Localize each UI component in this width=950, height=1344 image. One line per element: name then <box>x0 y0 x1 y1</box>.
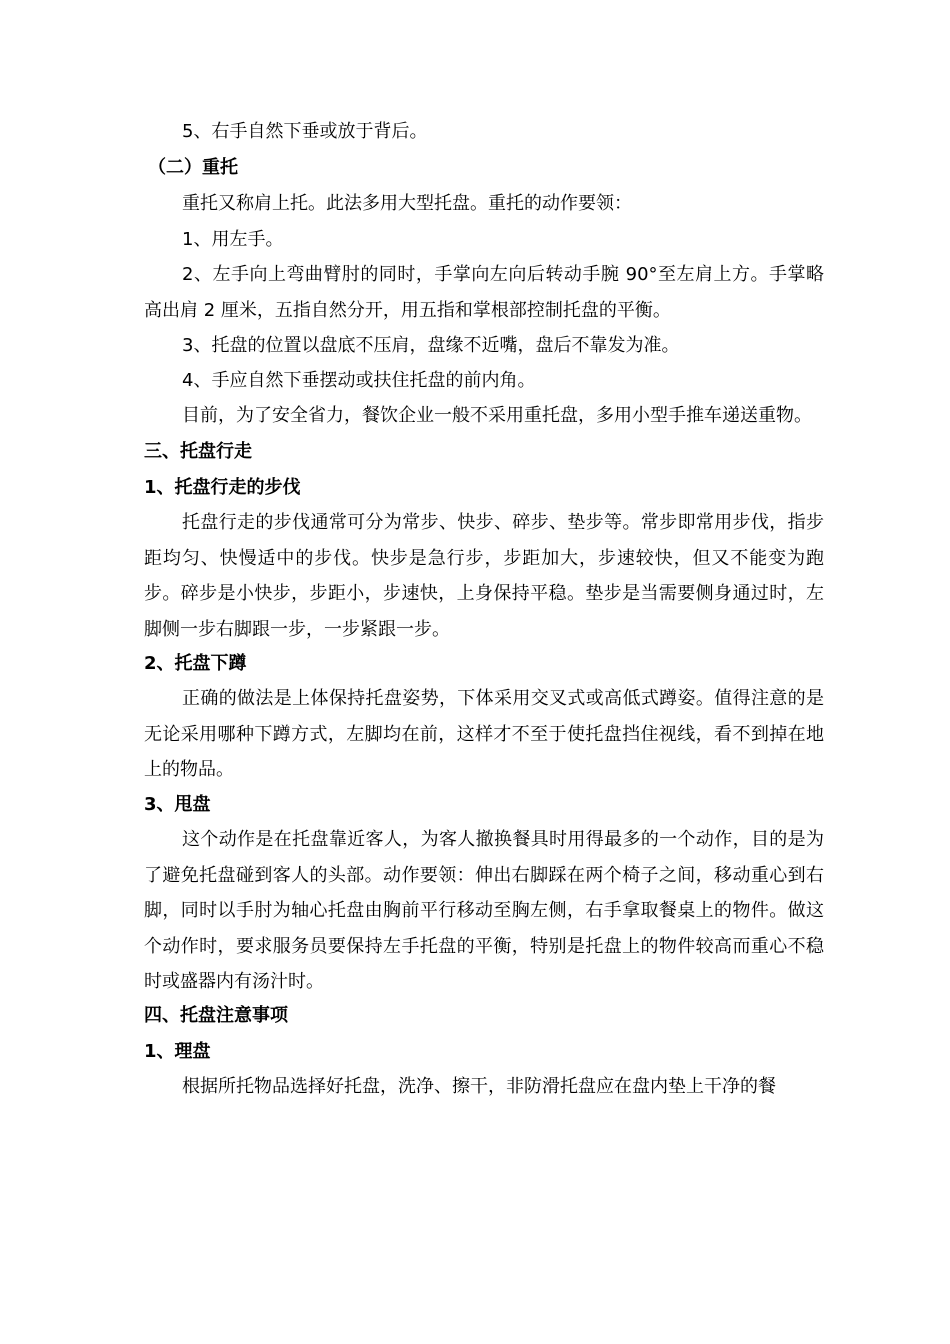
paragraph: 5、右手自然下垂或放于背后。 <box>182 121 428 142</box>
paragraph: 3、托盘的位置以盘底不压肩，盘缘不近嘴，盘后不靠发为准。 <box>182 335 680 356</box>
paragraph: 根据所托物品选择好托盘，洗净、擦干，非防滑托盘应在盘内垫上干净的餐 <box>182 1076 776 1097</box>
section-heading: （二）重托 <box>148 157 238 178</box>
paragraph: 正确的做法是上体保持托盘姿势，下体采用交叉式或高低式蹲姿。值得注意的是无论采用哪种下蹲方式，左脚均在前，这样才不至于使托盘挡住视线，看不到掉在地上的物品。 <box>144 688 824 780</box>
paragraph: 目前，为了安全省力，餐饮企业一般不采用重托盘，多用小型手推车递送重物。 <box>182 405 812 426</box>
paragraph: 2、左手向上弯曲臂肘的同时，手掌向左向后转动手腕 90°至左肩上方。手掌略高出肩 2 厘米，五指自然分开，用五指和掌根部控制托盘的平衡。 <box>144 264 824 321</box>
section-heading: 三、托盘行走 <box>144 441 252 462</box>
paragraph: 4、手应自然下垂摆动或扶住托盘的前内角。 <box>182 370 536 391</box>
subsection-heading: 3、甩盘 <box>144 794 211 815</box>
paragraph: 托盘行走的步伐通常可分为常步、快步、碎步、垫步等。常步即常用步伐，指步距均匀、快慢适中的步伐。快步是急行步，步距加大，步速较快，但又不能变为跑步。碎步是小快步，步距小，步速快，上身保持平稳。垫步是当需要侧身通过时，左脚侧一步右脚跟一步，一步紧跟一步。 <box>144 512 824 640</box>
subsection-heading: 1、理盘 <box>144 1041 211 1062</box>
subsection-heading: 2、托盘下蹲 <box>144 653 247 674</box>
section-heading: 四、托盘注意事项 <box>144 1005 288 1026</box>
subsection-heading: 1、托盘行走的步伐 <box>144 477 301 498</box>
paragraph: 1、用左手。 <box>182 229 284 250</box>
paragraph: 这个动作是在托盘靠近客人，为客人撤换餐具时用得最多的一个动作，目的是为了避免托盘碰到客人的头部。动作要领：伸出右脚踩在两个椅子之间，移动重心到右脚，同时以手肘为轴心托盘由胸前平行移动至胸左侧，右手拿取餐桌上的物件。做这个动作时，要求服务员要保持左手托盘的平衡，特别是托盘上的物件较高而重心不稳时或盛器内有汤汁时。 <box>144 829 824 992</box>
paragraph: 重托又称肩上托。此法多用大型托盘。重托的动作要领： <box>182 193 632 214</box>
